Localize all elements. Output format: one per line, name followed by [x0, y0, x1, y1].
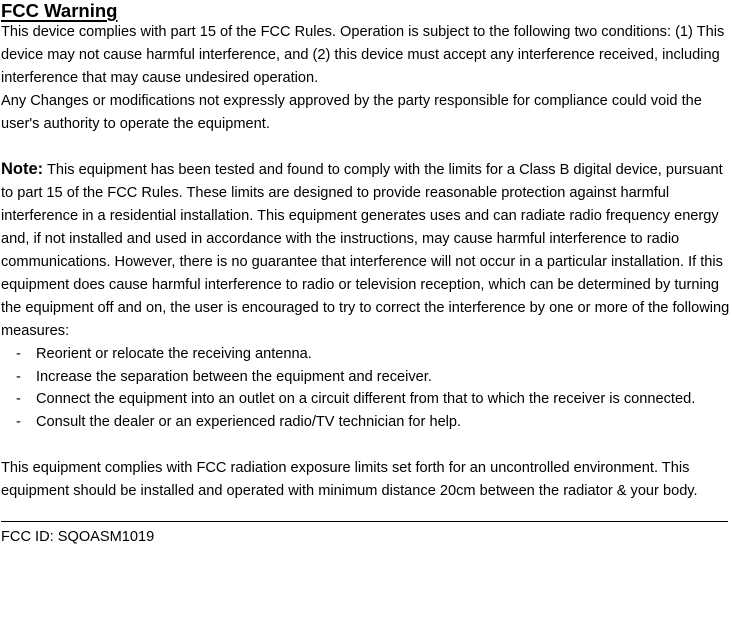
note-paragraph	[1, 158, 732, 342]
note-text: This equipment has been tested and found to comply with the limits for a Class B digital device, pursuant to part 15 of the FCC Rules. These limits are designed to provide reasonable protection against harmful interference in a residential installation. This equipment generates uses and can radiate radio frequency energy and, if not installed and used in accordance with the instructions, may cause harmful interference to radio communications. However, there is no guarantee that interference will not occur in a particular installation. If this equipment does cause harmful interference to radio or television reception, which can be determined by turning the equipment off and on, the user is encouraged to try to correct the interference by one or more of the following measures:	[1, 162, 730, 339]
bullet-dash: -	[16, 345, 21, 362]
modification-paragraph: Any Changes or modifications not expressly approved by the party responsible for compliance could void the user's authority to operate the equipment.	[1, 92, 702, 132]
list-item	[1, 388, 732, 411]
spacer	[1, 136, 732, 159]
fcc-warning-title: FCC Warning	[1, 0, 118, 21]
list-item	[1, 343, 732, 366]
compliance-paragraph: This device complies with part 15 of the FCC Rules. Operation is subject to the following two conditions: (1) This device may not cause harmful interference, and (2) this device must accept any interference received, including interference that may cause undesired operation.	[1, 24, 725, 86]
bullet-dash: -	[16, 391, 21, 408]
list-item	[1, 366, 732, 389]
list-item	[1, 411, 732, 434]
measures-list	[1, 343, 732, 435]
bullet-dash: -	[16, 368, 21, 385]
note-label: Note:	[1, 160, 44, 179]
bullet-dash: -	[16, 414, 21, 431]
measure-text: Consult the dealer or an experienced radio/TV technician for help.	[36, 414, 462, 431]
spacer	[1, 434, 732, 457]
fcc-id: FCC ID: SQOASM1019	[1, 529, 155, 545]
measure-text: Connect the equipment into an outlet on a circuit different from that to which the receiver is connected.	[36, 391, 696, 408]
exposure-paragraph: This equipment complies with FCC radiation exposure limits set forth for an uncontrolled environment. This equipment should be installed and operated with minimum distance 20cm between the radiator & your body.	[1, 460, 698, 500]
measure-text: Increase the separation between the equipment and receiver.	[36, 368, 432, 385]
measure-text: Reorient or relocate the receiving antenna.	[36, 345, 312, 362]
separator-line	[1, 503, 728, 522]
